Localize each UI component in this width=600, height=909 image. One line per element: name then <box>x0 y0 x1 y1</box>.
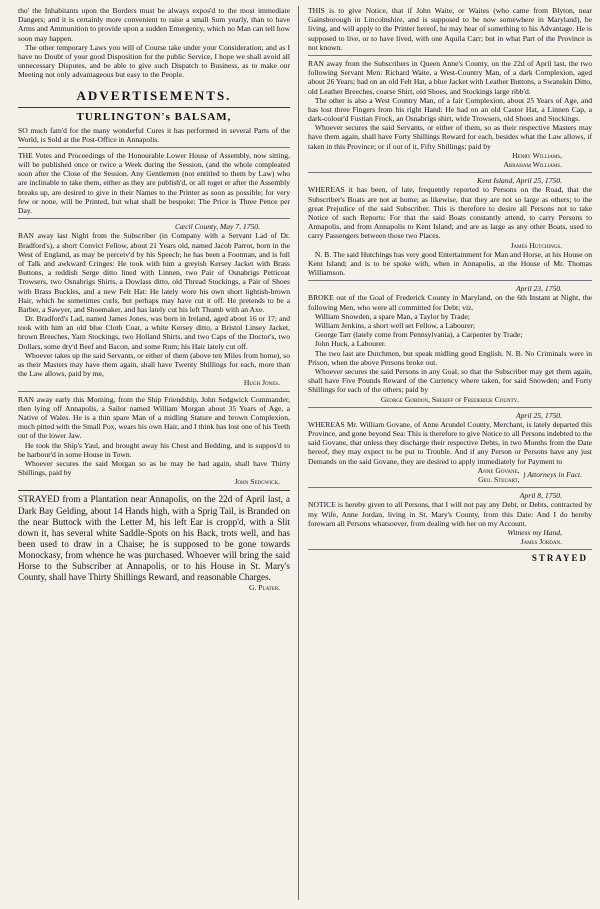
kent-dateline: Kent Island, April 25, 1750. <box>477 176 562 186</box>
frederick-gaol-notice-3: Whoever secures the said Persons in any Goal, so that the Subscriber may get them again, shall have Five Pounds Reward of the Currency where taken, for said Snowden; and Forty Shillings for each of the others; paid by <box>308 366 592 395</box>
jordan-notice: NOTICE is hereby given to all Persons, that I will not pay any Debt, or Debts, contracted by my Wife, Anne Jordan, living in St. Mary's County, from this Date: And I do hereby forewarn all Persons whatsoever, from dealing with her on my Account. <box>308 500 592 528</box>
govane-dateline: April 25, 1750. <box>516 410 562 420</box>
cecil-dateline: Cæcil County, May 7, 1750. <box>174 222 260 232</box>
votes-notice: THE Votes and Proceedings of the Honourable Lower House of Assembly, now sitting, will be published once or twice a Week during the Session, (and the whole compleated soon after the Close of the Session. Any Gentlemen (not entitled to them by Law) who are inclinable to take them, either as they are publish'd, or all toget er after the Assembly breaks up, are desired to give in their Names to the Printer as soon as possible; for very few or none, will be Printed, but what shall be bespoke: The Price is Three Pence per Day. <box>18 150 290 216</box>
catchword: STRAYED <box>531 553 588 564</box>
frederick-list-item: George Tarr (lately come from Pennsylvania), a Carpenter by Trade; <box>314 330 523 340</box>
waite-notice: THIS is to give Notice, that if John Waite, or Waites (who came from Blyton, near Gainsborough in Lincolnshire, and is supposed to be now somewhere in Maryland), be living, and will apply to the Printer hereof, he may hear of something to his Advantage. He is supposed to live, or to have lived, with one Aquila Carr; but in what Part of the Province is not known. <box>308 6 592 52</box>
speech-closing-paragraph-2: The other temporary Laws you will of Course take under your Consideration; and as I have no Doubt of your good Disposition for the public Service, I hope we shall avoid all unnecessary Disputes, and be able to give such Dispatch to Business, as to make our Meeting not only advantageous but easy to the People. <box>18 42 290 80</box>
frederick-list-item: John Huck, a Labourer. <box>314 339 386 349</box>
cecil-runaway-notice-2: Dr. Bradford's Lad, named James Jones, was born in Ireland, aged about 16 or 17; and took with him an old blue Cloth Coat, a white Kersey ditto, a Bristol Linsey Jacket, brown Breeches, Yarn Stockings, two Holland Shirts, and two Caps of the Doctor's, two Dollars, some dry'd Beef and Bacon, and some Rum; his Hair lately cut off. <box>18 314 290 351</box>
column-divider <box>298 6 299 900</box>
balsam-notice: SO much fam'd for the many wonderful Cures it has performed in several Parts of the World, is Sold at the Post-Office in Annapolis. <box>18 125 290 144</box>
queenanne-signature-2: Abraham Williams. <box>503 160 562 169</box>
frederick-gaol-notice: BROKE out of the Goal of Frederick County in Maryland, on the 6th Instant at Night, the following Men, who were all committed for Debt; viz. <box>308 293 592 312</box>
rule <box>308 172 592 173</box>
cecil-runaway-notice-3: Whoever takes up the said Servants, or either of them (above ten Miles from home), so as their Masters may have them again, shall have Twenty Shillings for each, more than the Law allows, paid by me, <box>18 350 290 379</box>
right-column <box>308 6 592 564</box>
cecil-runaway-notice: RAN away last Night from the Subscriber (in Company with a Servant Lad of Dr. Bradford's), a short Convict Fellow, about 21 Years old, named Jacob Parrot, born in the West of England, as may be perceiv'd by his Speech; he has been a Footman, and is full of Talk and awkward Cringes: He took with him a greyish Kersey Jacket with Brass Buttons, a reddish Serge ditto lined with Linnen, two Pair of Osnabrigs Petticoat Trowsers, two Osnabrigs Shirts, a Dowlass ditto, old Thread Stockings, a Pair of Shoes with Brass Buckles, and a new Felt Hat: He lately wore his own short lightish-brown Hair, which he sometimes curls, but perhaps may have cut it off. He pretends to be a Barber, a Sawyer, and Shoemaker, and has lately cut his left Thumb with an Axe. <box>18 231 290 314</box>
queenanne-runaway-notice-3: Whoever secures the said Servants, or either of them, so as their respective Masters may have them again, shall have Forty Shillings Reward for each, besides what the Law allows, if taken in this Province; or if out of it, Fifty Shillings; paid by <box>308 123 592 151</box>
frederick-list-item: William Jenkins, a short well set Fellow, a Labourer; <box>314 321 476 330</box>
kent-boats-notice: WHEREAS it has been, of late, frequently reported to Persons on the Road, that the Subscriber's Boats are not at home; as likewise, that they are not so large as others; to the great Prejudice of the said Subscriber. This is therefore to desire all Persons not to take Notice of such Reports: For that the said Boats constantly attend, to carry Persons to Annapolis, and from Annapolis to Kent Island; and are as large as any other Boats, used to carry Passengers between those two Places. <box>308 185 592 241</box>
queenanne-signature-1: Henry Williams, <box>512 150 562 160</box>
jordan-witness: Witness my Hand, <box>507 527 562 537</box>
jordan-dateline: April 8, 1750. <box>519 491 562 501</box>
jordan-signature: James Jordan. <box>520 537 562 547</box>
govane-signers <box>478 466 520 484</box>
rule <box>308 549 592 550</box>
govane-signature-2: Geo. Steuart, <box>478 475 520 484</box>
balsam-title: TURLINGTON's BALSAM, <box>76 111 232 124</box>
govane-signature-block <box>308 466 592 484</box>
advertisements-heading: ADVERTISEMENTS. <box>76 87 232 103</box>
frederick-signature: George Gordon, Sheriff of Frederick County. <box>380 394 520 404</box>
rule <box>18 107 290 108</box>
frederick-list-item: William Snowden, a spare Man, a Taylor by Trade; <box>314 311 470 321</box>
strayed-horse-notice: STRAYED from a Plantation near Annapolis, on the 22d of April last, a Dark Bay Gelding, about 14 Hands high, with a Sprig Tail, is Branded on the near Buttock with the Letter M, his left Ear is cropp'd, with a Slit down it, has several white Saddle-Spots on his Back, trots well, and has been used to draw in a Chaise; he is supposed to be gone towards Monockasy, from whence he was purchased. Whoever will bring the said Horse to the Subscriber at Annapolis, or to his House in St. Mary's County, shall have Thirty Shillings Reward, and reasonable Charges. <box>18 494 290 583</box>
rule <box>18 218 290 219</box>
sedgwick-signature: John Sedgwick. <box>234 477 280 487</box>
speech-closing-paragraph: tho' the Inhabitants upon the Borders must be always expos'd to the most immediate Dangers; and it is certainly more convenient to raise a small Sum yearly, than to have Arms and Ammunition to provide upon a sudden Emergency, which no Man can tell how soon may happen. <box>18 6 290 43</box>
sedgwick-runaway-notice-3: Whoever secures the said Morgan so as he may be had again, shall have Thirty Shillings, paid by <box>18 458 290 478</box>
left-column <box>18 6 290 593</box>
cecil-signature: Hugh Jones. <box>243 378 280 388</box>
kent-nota-bene: N. B. The said Hutchings has very good Entertainment for Man and Horse, at his House on Kent Island; and is to be spoke with, when in Annapolis, at the House of Mr. Thomas Williamson. <box>308 249 592 278</box>
govane-signature-1: Anne Govane, <box>477 465 520 475</box>
govane-attorneys: } Attorneys in Fact. <box>522 470 582 480</box>
rule <box>308 280 592 281</box>
rule <box>308 407 592 408</box>
frederick-dateline: April 23, 1750. <box>516 284 562 294</box>
queenanne-runaway-notice: RAN away from the Subscribers in Queen Anne's County, on the 22d of April last, the two following Servant Men: Richard Waite, a West-Country Man, of a dark Complexion, aged about 26 Years; had on an old Felt Hat, a blue Jacket with Leather Buttons, a Swanskin Ditto, old Leather Breeches, coarse Shirt, old Shoes, and Stockings large ribb'd. <box>308 58 592 96</box>
queenanne-runaway-notice-2: The other is also a West Country Man, of a fair Complexion, about 25 Years of Age, and has lost three Fingers from his right Hand: He had on an old Castor Hat, a Linnen Cap, a dark-colour'd Fustian Frock, an Osnabrigs shirt, wide Trowsers, old Shoes and Stockings. <box>308 95 592 124</box>
rule <box>308 487 592 488</box>
sedgwick-runaway-notice: RAN away early this Morning, from the Ship Friendship, John Sedgwick Commander, then lying off Annapolis, a Sailor named William Morgan about 35 Years of Age, a Native of Wales. He is a thin spare Man of a midling Stature and brown Complexion, much pitted with the Small Pox, wears his own Hair, and I think has lost one of his Teeth out of the lower Jaw. <box>18 394 290 441</box>
sedgwick-runaway-notice-2: He took the Ship's Yaul, and brought away his Chest and Bedding, and is suppos'd to be harbour'd in some House in Town. <box>18 440 290 459</box>
kent-signature: James Hutchings. <box>510 240 562 250</box>
rule <box>308 55 592 56</box>
rule <box>18 391 290 392</box>
rule <box>18 147 290 148</box>
strayed-signature: G. Plater. <box>249 583 280 593</box>
frederick-gaol-notice-2: The two last are Dutchmen, but speak midling good English. N. B. No Criminals were in Prison, when the above Persons broke out. <box>308 348 592 367</box>
govane-notice: WHEREAS Mr. William Govane, of Anne Arundel County, Merchant, is lately departed this Province, and gone beyond Sea: This is therefore to give Notice to all Persons indebted to the said Govane, that unless they discharge their respective Debts, in two Months from the Date hereof, they may expect to be put to Trouble. And if any Person or Persons have any just Demands on the said Govane, they are desired to apply immediately for Payment to <box>308 419 592 466</box>
rule <box>18 490 290 491</box>
